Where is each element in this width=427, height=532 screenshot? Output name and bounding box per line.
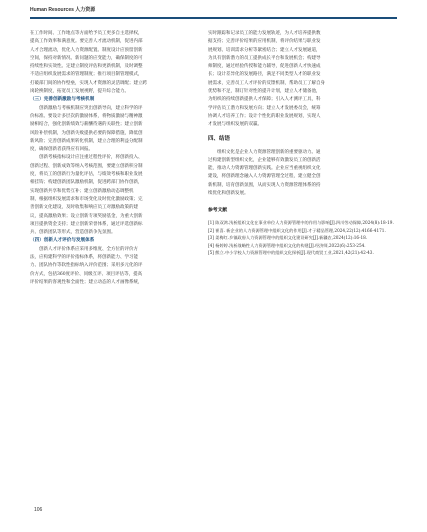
text-line: 学评估员工潜力和发展方向；建立人才发展委员会，统筹	[208, 105, 321, 111]
text-line: 议，提高激励效果；设立创新专项奖励基金，为重大创新	[30, 213, 143, 219]
text-line: 新机制，培育创新氛围，从而实现人力资源管理体系的持	[208, 182, 321, 188]
page-number: 106	[34, 507, 43, 513]
text-line: 为组织的持续创新提供人才保障；引入人才测评工具，科	[208, 97, 321, 103]
text-line: 岗轮换制度，拓宽员工发展视野，提升综合能力。	[30, 89, 129, 95]
text-line: 创新过程、创新成效等纳入考核范围，要建立创新积分制	[30, 163, 143, 169]
text-line: 善创新文化建设，及时收集和响应员工对激励政策的建	[30, 205, 138, 211]
reference-item: [3] 姜梅红.乡镇政府人力资源管理中的组织文化建设研究[J].新疆农,2024(12):16-18.	[208, 235, 368, 241]
text-line: 能，推动人力资源管理创新实践。企业应当重视组织文化	[208, 166, 321, 172]
text-line: 提高工作效率和满意度。要完善人才流动机制，促进内部	[30, 39, 143, 45]
text-line: 创新考核指标设计应注重过程性评价，将创新投入、	[39, 155, 143, 161]
text-line: 协调人才培养工作；设计个性化的职业发展规划，实现人	[208, 113, 321, 119]
text-line: 价标准。要设计多层次的激励体系，将物质激励与精神激	[30, 113, 143, 119]
text-line: 空间，保持对新情况、新问题的应变能力，确保制度的可	[30, 55, 143, 61]
section-heading-talent-evaluation: （四）创新人才评价与发展体系	[30, 238, 95, 244]
text-line: 据支持；完善评价结果的应用机制，将评价结果与职业发	[208, 39, 321, 45]
conclusion-paragraph	[208, 149, 397, 199]
text-line: 实现创新共享和优势互补；建立创新激励动态调整机	[30, 188, 134, 194]
left-column	[30, 30, 202, 287]
text-line: 励相结合，强化创新绩效与薪酬待遇的关联性；建立创新	[30, 122, 143, 128]
text-line: 度，将员工的创新行为量化评估，与绩效考核和职业发展	[30, 172, 143, 178]
section-heading-conclusion: 四、结语	[208, 135, 231, 142]
text-line: 才发展与组织发展的双赢。	[208, 122, 262, 128]
text-line: 评价结果的客观性和全面性；建立动态的人才画像系统，	[30, 279, 143, 285]
references-list	[208, 219, 397, 257]
text-line: 新风险；完善创新成果转化机制，建立合理的利益分配制	[30, 138, 143, 144]
text-line: 度，确保创新者获得应有回报。	[30, 147, 93, 153]
reference-item: [4] 杨婷婷.浅析战略性人力资源管理中组织文化的构建[J].经济师,2022(6):253-254.	[208, 242, 366, 248]
text-line: 项目提供资金支持；建立创新荣誉体系，通过评选创新标	[30, 221, 143, 227]
text-line: 制，根据组织发展需求和市场变化及时优化激励政策；完	[30, 196, 143, 202]
text-line: 实时跟踪和记录员工的能力发展轨迹，为人才培养提供数	[208, 31, 321, 36]
text-line: 为具有创新潜力的员工提供成长平台和发展机会；构建导	[208, 55, 321, 61]
talent-paragraph	[30, 246, 202, 287]
page-header: Human Resources 人力资源	[30, 7, 96, 13]
text-line: 风险补偿机制，为创新失败提供必要的保障措施，降低创	[30, 130, 143, 136]
intro-paragraph	[30, 30, 202, 96]
continued-paragraph	[208, 30, 397, 130]
references-title: 参考文献	[208, 208, 228, 214]
text-line: 相挂钩；构建创新团队激励机制，促进跨部门协作创新，	[30, 180, 143, 186]
text-line: 价方式，包括360度评价、同级互评、项目评估等，提高	[30, 271, 143, 277]
section-heading-incentive: （三）完善创新激励与考核机制	[30, 97, 95, 103]
reference-item: [1] 陈双鸿.浅析组织文化在事业单位人力资源管理中的作用与影响[J].四川劳动保障,2024(8):18-19.	[208, 220, 394, 226]
text-line: 组织文化是企业人力资源管理创新的重要驱动力。通	[217, 149, 321, 155]
text-line: 在工作时间、工作地点等方面给予员工更多自主选择权，	[30, 31, 143, 36]
text-line: 法，应构建科学的评价指标体系，将创新能力、学习能	[30, 255, 138, 261]
reference-item: [5] 熊立.中小学校人力资源管理中的组织文化探析[J].现代商贸工业,2021,42(21):42-43.	[208, 250, 374, 256]
text-line: 力、团队协作等软性指标纳入评价范围；采用多元化的评	[30, 263, 143, 269]
text-line: 展需求，完善员工人才评价的反馈机制，帮助员工了解自身	[208, 80, 325, 86]
text-line: 优势和不足，制订针对性的提升计划，建立人才储备池，	[208, 89, 321, 95]
text-line: 建设，将创新理念融入人力资源管理全过程，建立健全创	[208, 174, 321, 180]
text-line: 师制度，通过经验传授和能力辅导，促进创新人才快速成	[208, 64, 321, 70]
right-column	[208, 30, 397, 257]
header-rule	[30, 17, 397, 19]
text-line: 持续性和实效性。定建立制度评估和更新机制，及时调整	[30, 64, 143, 70]
text-line: 打破部门间的协作壁垒，实现人才资源的灵活调配；建立跨	[30, 80, 147, 86]
text-line: 长；设计差异化的发展路径，满足不同类型人才的职业发	[208, 72, 321, 78]
text-line: 人才合理流动，优化人力资源配置。制度设计应预留创新	[30, 47, 143, 53]
text-line: 续优化和创新发展。	[208, 191, 249, 197]
incentive-paragraph	[30, 105, 202, 238]
text-line: 创新激励与考核机制应突出创新导向，建立科学的评	[39, 105, 143, 111]
text-line: 不适应组织发展需求的管理制度；推行项目制管理模式，	[30, 72, 143, 78]
text-line: 展规划、培训需求分析等紧密结合；建立人才发展通道，	[208, 47, 321, 53]
reference-item: [2] 崔喜. 新企业的人力资源管理中组织文化的作用[J].才子精品管理,2024,22(12):4166-4171.	[208, 227, 386, 233]
text-line: 兵、创新团队等形式，营造创新争先氛围。	[30, 230, 116, 236]
text-line: 过构建创新型组织文化，企业能够有效激发员工的创新活	[208, 157, 321, 163]
text-line: 创新人才评价体系应采用多维度、全方位的评价方	[39, 246, 138, 252]
